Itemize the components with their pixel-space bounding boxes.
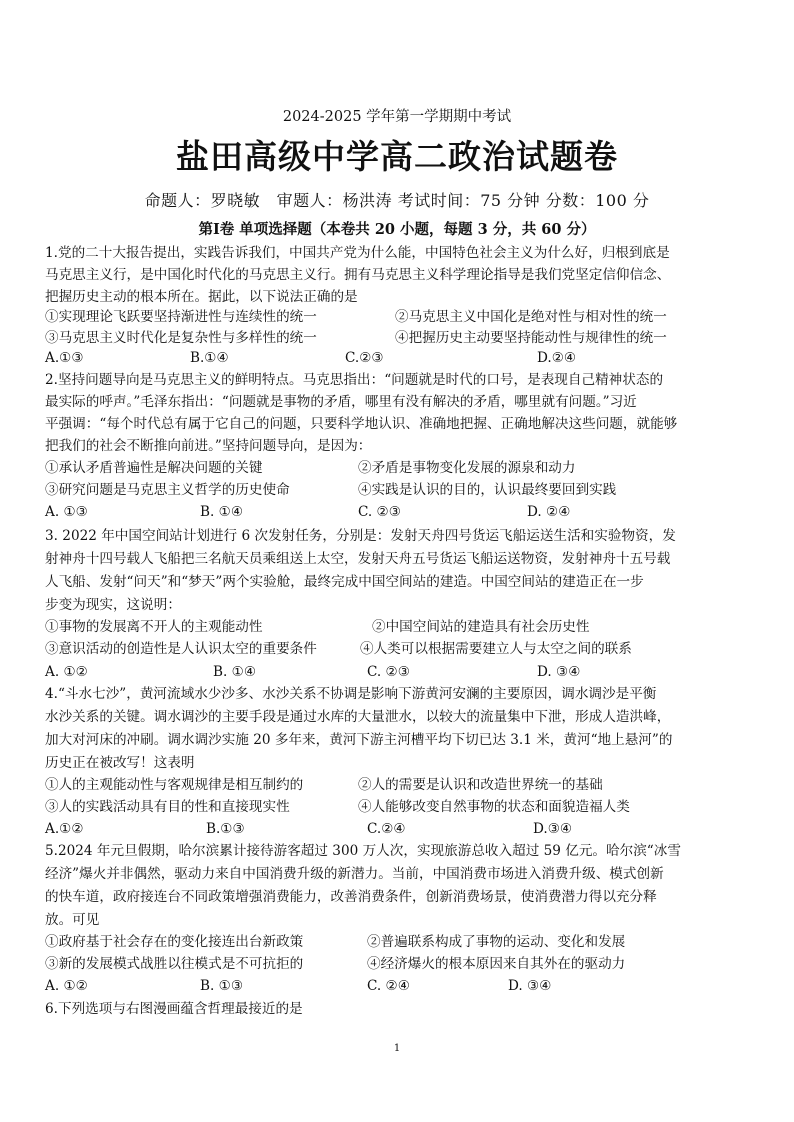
question-stem: 把我们的社会不断推向前进。”坚持问题导向，是因为： — [45, 438, 372, 454]
statement-3: ③意识活动的创造性是人认识太空的重要条件 — [45, 641, 317, 657]
question-stem: 4.“斗水七沙”，黄河流域水少沙多、水沙关系不协调是影响下游黄河安澜的主要原因，调水调沙是平衡 — [45, 686, 657, 702]
statement-4: ④人能够改变自然事物的状态和面貌造福人类 — [358, 799, 630, 815]
page-number: 1 — [393, 1043, 401, 1054]
choice-d: D.②④ — [537, 350, 577, 366]
statement-4: ④经济爆火的根本原因来自其外在的驱动力 — [367, 956, 626, 972]
section-heading: 第Ⅰ卷 单项选择题（本卷共 20 小题，每题 3 分，共 60 分） — [198, 221, 596, 238]
choice-c: C.②③ — [345, 350, 384, 366]
choice-a: A. ①② — [45, 978, 88, 994]
statement-2: ②人的需要是认识和改造世界统一的基础 — [358, 777, 603, 793]
statement-2: ②马克思主义中国化是绝对性与相对性的统一 — [395, 309, 667, 325]
choice-b: B. ①④ — [200, 504, 244, 520]
statement-1: ①承认矛盾普遍性是解决问题的关键 — [45, 460, 263, 476]
choice-c: C.②④ — [367, 821, 406, 837]
question-stem: 历史正在被改写！这表明 — [45, 755, 195, 771]
question-stem: 最实际的呼声。”毛泽东指出：“问题就是事物的矛盾，哪里有没有解决的矛盾，哪里就有问题。”习近 — [45, 394, 637, 410]
question-stem: 人飞船、发射“问天”和“梦天”两个实验舱，最终完成中国空间站的建造。中国空间站的建造正在一步 — [45, 574, 644, 590]
statement-1: ①事物的发展离不开人的主观能动性 — [45, 619, 263, 635]
statement-3: ③新的发展模式战胜以往模式是不可抗拒的 — [45, 956, 304, 972]
statement-2: ②普遍联系构成了事物的运动、变化和发展 — [367, 934, 626, 950]
statement-3: ③马克思主义时代化是复杂性与多样性的统一 — [45, 330, 317, 346]
question-stem: 5.2024 年元旦假期，哈尔滨累计接待游客超过 300 万人次，实现旅游总收入超过 59 亿元。哈尔滨“冰雪 — [45, 843, 681, 859]
question-stem: 6.下列选项与右图漫画蕴含哲理最接近的是 — [45, 1001, 303, 1017]
choice-a: A.①② — [45, 821, 84, 837]
question-stem: 的快车道，政府接连台不同政策增强消费能力，改善消费条件，创新消费场景，使消费潜力得以充分释 — [45, 889, 657, 905]
choice-d: D. ③④ — [508, 978, 552, 994]
question-stem: 2.坚持问题导向是马克思主义的鲜明特点。马克思指出：“问题就是时代的口号，是表现自己精神状态的 — [45, 372, 664, 388]
statement-3: ③人的实践活动具有目的性和直接现实性 — [45, 799, 290, 815]
exam-title: 盐田高级中学高二政治试题卷 — [176, 137, 618, 176]
choice-b: B.①③ — [206, 821, 245, 837]
question-stem: 加大对河床的冲刷。调水调沙实施 20 多年来，黄河下游主河槽平均下切已达 3.1 米，黄河“地上悬河”的 — [45, 732, 673, 748]
choice-b: B. ①④ — [213, 664, 257, 680]
statement-4: ④实践是认识的目的，认识最终要回到实践 — [358, 482, 617, 498]
choice-a: A. ①② — [45, 664, 88, 680]
question-stem: 1.党的二十大报告提出，实践告诉我们，中国共产党为什么能，中国特色社会主义为什么好，归根到底是 — [45, 245, 670, 261]
choice-a: A. ①③ — [45, 504, 88, 520]
question-stem: 放。可见 — [45, 912, 100, 928]
choice-d: D. ③④ — [537, 664, 581, 680]
statement-4: ④人类可以根据需要建立人与太空之间的联系 — [360, 641, 632, 657]
statement-4: ④把握历史主动要坚持能动性与规律性的统一 — [395, 330, 667, 346]
question-stem: 步变为现实，这说明： — [45, 597, 181, 613]
choice-b: B.①④ — [190, 350, 229, 366]
statement-1: ①实现理论飞跃要坚持渐进性与连续性的统一 — [45, 309, 317, 325]
question-stem: 3. 2022 年中国空间站计划进行 6 次发射任务，分别是：发射天舟四号货运飞船运送生活和实验物资，发 — [45, 528, 676, 544]
question-stem: 射神舟十四号载人飞船把三名航天员乘组送上太空，发射天舟五号货运飞船运送物资，发射神舟十五号载 — [45, 551, 671, 567]
question-stem: 把握历史主动的根本所在。据此，以下说法正确的是 — [45, 289, 358, 305]
statement-2: ②中国空间站的建造具有社会历史性 — [372, 619, 590, 635]
exam-meta: 命题人：罗晓敏 审题人：杨洪涛 考试时间：75 分钟 分数：100 分 — [144, 191, 650, 210]
statement-3: ③研究问题是马克思主义哲学的历史使命 — [45, 482, 290, 498]
choice-d: D. ②④ — [527, 504, 571, 520]
statement-2: ②矛盾是事物变化发展的源泉和动力 — [358, 460, 576, 476]
choice-c: C. ②③ — [367, 664, 410, 680]
choice-a: A.①③ — [45, 350, 84, 366]
choice-c: C. ②③ — [358, 504, 401, 520]
statement-1: ①人的主观能动性与客观规律是相互制约的 — [45, 777, 304, 793]
question-stem: 水沙关系的关键。调水调沙的主要手段是通过水库的大量泄水，以较大的流量集中下泄，形成人造洪峰， — [45, 709, 671, 725]
question-stem: 平强调：“每个时代总有属于它自己的问题，只要科学地认识、准确地把握、正确地解决这些问题，就能够 — [45, 416, 678, 432]
question-stem: 经济”爆火并非偶然，驱动力来自中国消费升级的新潜力。当前，中国消费市场进入消费升级、模式创新 — [45, 866, 664, 882]
question-stem: 马克思主义行，是中国化时代化的马克思主义行。拥有马克思主义科学理论指导是我们党坚定信仰信念、 — [45, 267, 671, 283]
choice-b: B. ①③ — [200, 978, 244, 994]
exam-subtitle: 2024-2025 学年第一学期期中考试 — [282, 109, 512, 125]
choice-c: C. ②④ — [367, 978, 410, 994]
statement-1: ①政府基于社会存在的变化接连出台新政策 — [45, 934, 304, 950]
choice-d: D.③④ — [533, 821, 573, 837]
